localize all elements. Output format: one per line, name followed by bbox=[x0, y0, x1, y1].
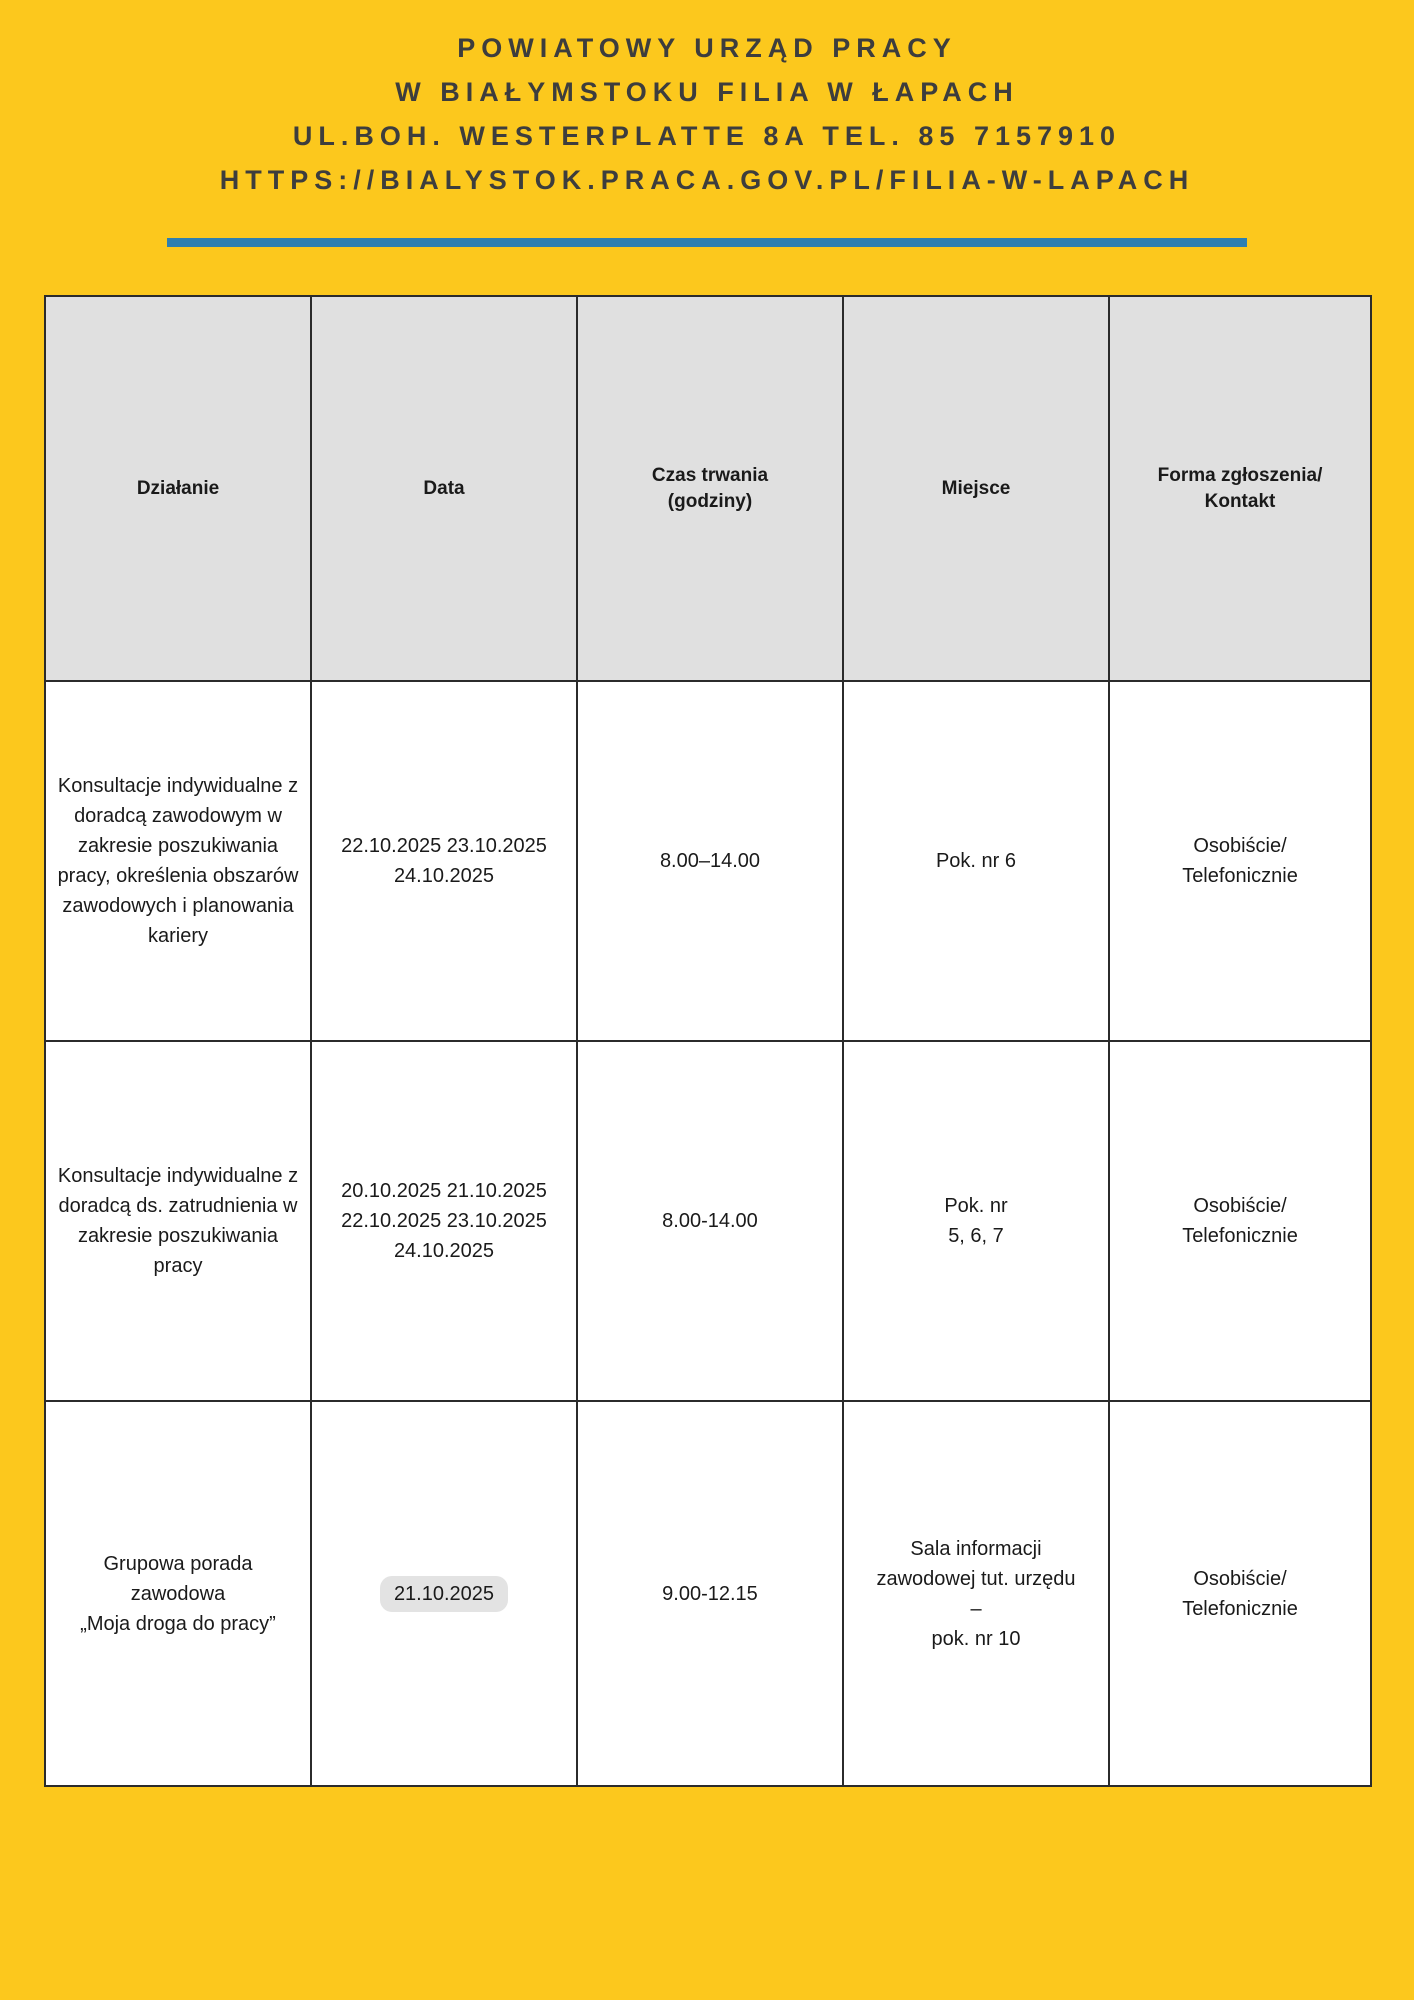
cell-data-line-3: 24.10.2025 bbox=[393, 1240, 495, 1262]
table-row bbox=[45, 1041, 1371, 1401]
column-header-data-line-1: Data bbox=[423, 477, 465, 499]
cell-miejsce-line-1: Pok. nr bbox=[944, 1195, 1008, 1217]
cell-miejsce-line-2: 5, 6, 7 bbox=[948, 1225, 1004, 1247]
divider bbox=[0, 238, 1414, 247]
cell-forma-line-2: Telefonicznie bbox=[1182, 1225, 1298, 1247]
table-header-row bbox=[45, 296, 1371, 681]
cell-data bbox=[311, 681, 577, 1041]
cell-czas: 9.00-12.15 bbox=[577, 1401, 843, 1786]
cell-miejsce-line-4: pok. nr 10 bbox=[931, 1627, 1021, 1650]
column-header-dzialanie-line-1: Działanie bbox=[136, 477, 220, 499]
cell-data-line-2: 22.10.2025 23.10.2025 bbox=[341, 1210, 547, 1232]
cell-miejsce-line-1: Pok. nr 6 bbox=[935, 850, 1017, 872]
cell-miejsce-line-1: Sala informacji bbox=[910, 1537, 1042, 1560]
column-header-czas-line-1: Czas trwania bbox=[651, 464, 769, 486]
table-row bbox=[45, 681, 1371, 1041]
header-line-office: POWIATOWY URZĄD PRACY bbox=[457, 33, 957, 63]
table-row bbox=[45, 1401, 1371, 1786]
cell-miejsce-line-2: zawodowej tut. urzędu bbox=[876, 1567, 1076, 1590]
blue-rule bbox=[167, 238, 1247, 247]
header-line-website: HTTPS://BIALYSTOK.PRACA.GOV.PL/FILIA-W-LAPACH bbox=[219, 165, 1195, 195]
schedule-table-wrapper bbox=[44, 295, 1370, 1787]
cell-forma-line-2: Telefonicznie bbox=[1182, 1597, 1298, 1620]
column-header-miejsce bbox=[843, 296, 1109, 681]
cell-data-highlighted: 21.10.2025 bbox=[380, 1576, 508, 1612]
cell-dzialanie: Konsultacje indywidualne z doradcą zawodowym w zakresie poszukiwania pracy, określenia obszarów zawodowych i planowania kariery bbox=[45, 681, 311, 1041]
column-header-forma-line-1: Forma zgłoszenia/ bbox=[1157, 464, 1323, 486]
column-header-forma-line-2: Kontakt bbox=[1204, 490, 1276, 512]
column-header-data bbox=[311, 296, 577, 681]
cell-data-line-2: 24.10.2025 bbox=[393, 865, 495, 887]
header bbox=[0, 0, 1414, 202]
cell-dzialanie bbox=[45, 1401, 311, 1786]
column-header-dzialanie bbox=[45, 296, 311, 681]
cell-forma bbox=[1109, 1041, 1371, 1401]
cell-data bbox=[311, 1041, 577, 1401]
cell-forma-line-1: Osobiście/ bbox=[1193, 1567, 1287, 1590]
cell-forma-line-1: Osobiście/ bbox=[1193, 1195, 1287, 1217]
cell-dzialanie-line-3: „Moja droga do pracy” bbox=[80, 1612, 276, 1635]
cell-data-line-1: 20.10.2025 21.10.2025 bbox=[341, 1180, 547, 1202]
cell-forma-line-1: Osobiście/ bbox=[1193, 835, 1287, 857]
column-header-forma-zgloszenia bbox=[1109, 296, 1371, 681]
cell-miejsce bbox=[843, 1041, 1109, 1401]
header-line-address: UL.BOH. WESTERPLATTE 8A TEL. 85 7157910 bbox=[292, 121, 1122, 151]
schedule-table bbox=[44, 295, 1372, 1787]
cell-dzialanie-line-1: Grupowa porada bbox=[103, 1552, 253, 1575]
cell-czas: 8.00–14.00 bbox=[577, 681, 843, 1041]
cell-czas: 8.00-14.00 bbox=[577, 1041, 843, 1401]
cell-dzialanie-line-2: zawodowa bbox=[130, 1582, 226, 1605]
cell-forma bbox=[1109, 1401, 1371, 1786]
cell-dzialanie: Konsultacje indywidualne z doradcą ds. zatrudnienia w zakresie poszukiwania pracy bbox=[45, 1041, 311, 1401]
header-line-branch: W BIAŁYMSTOKU FILIA W ŁAPACH bbox=[395, 77, 1019, 107]
column-header-czas-trwania bbox=[577, 296, 843, 681]
cell-data-line-1: 22.10.2025 23.10.2025 bbox=[341, 835, 547, 857]
cell-miejsce bbox=[843, 681, 1109, 1041]
cell-forma-line-2: Telefonicznie bbox=[1182, 865, 1298, 887]
column-header-czas-line-2: (godziny) bbox=[667, 490, 753, 512]
cell-miejsce bbox=[843, 1401, 1109, 1786]
column-header-miejsce-line-1: Miejsce bbox=[941, 477, 1011, 499]
cell-data bbox=[311, 1401, 577, 1786]
cell-forma bbox=[1109, 681, 1371, 1041]
cell-miejsce-line-3: – bbox=[970, 1597, 982, 1620]
